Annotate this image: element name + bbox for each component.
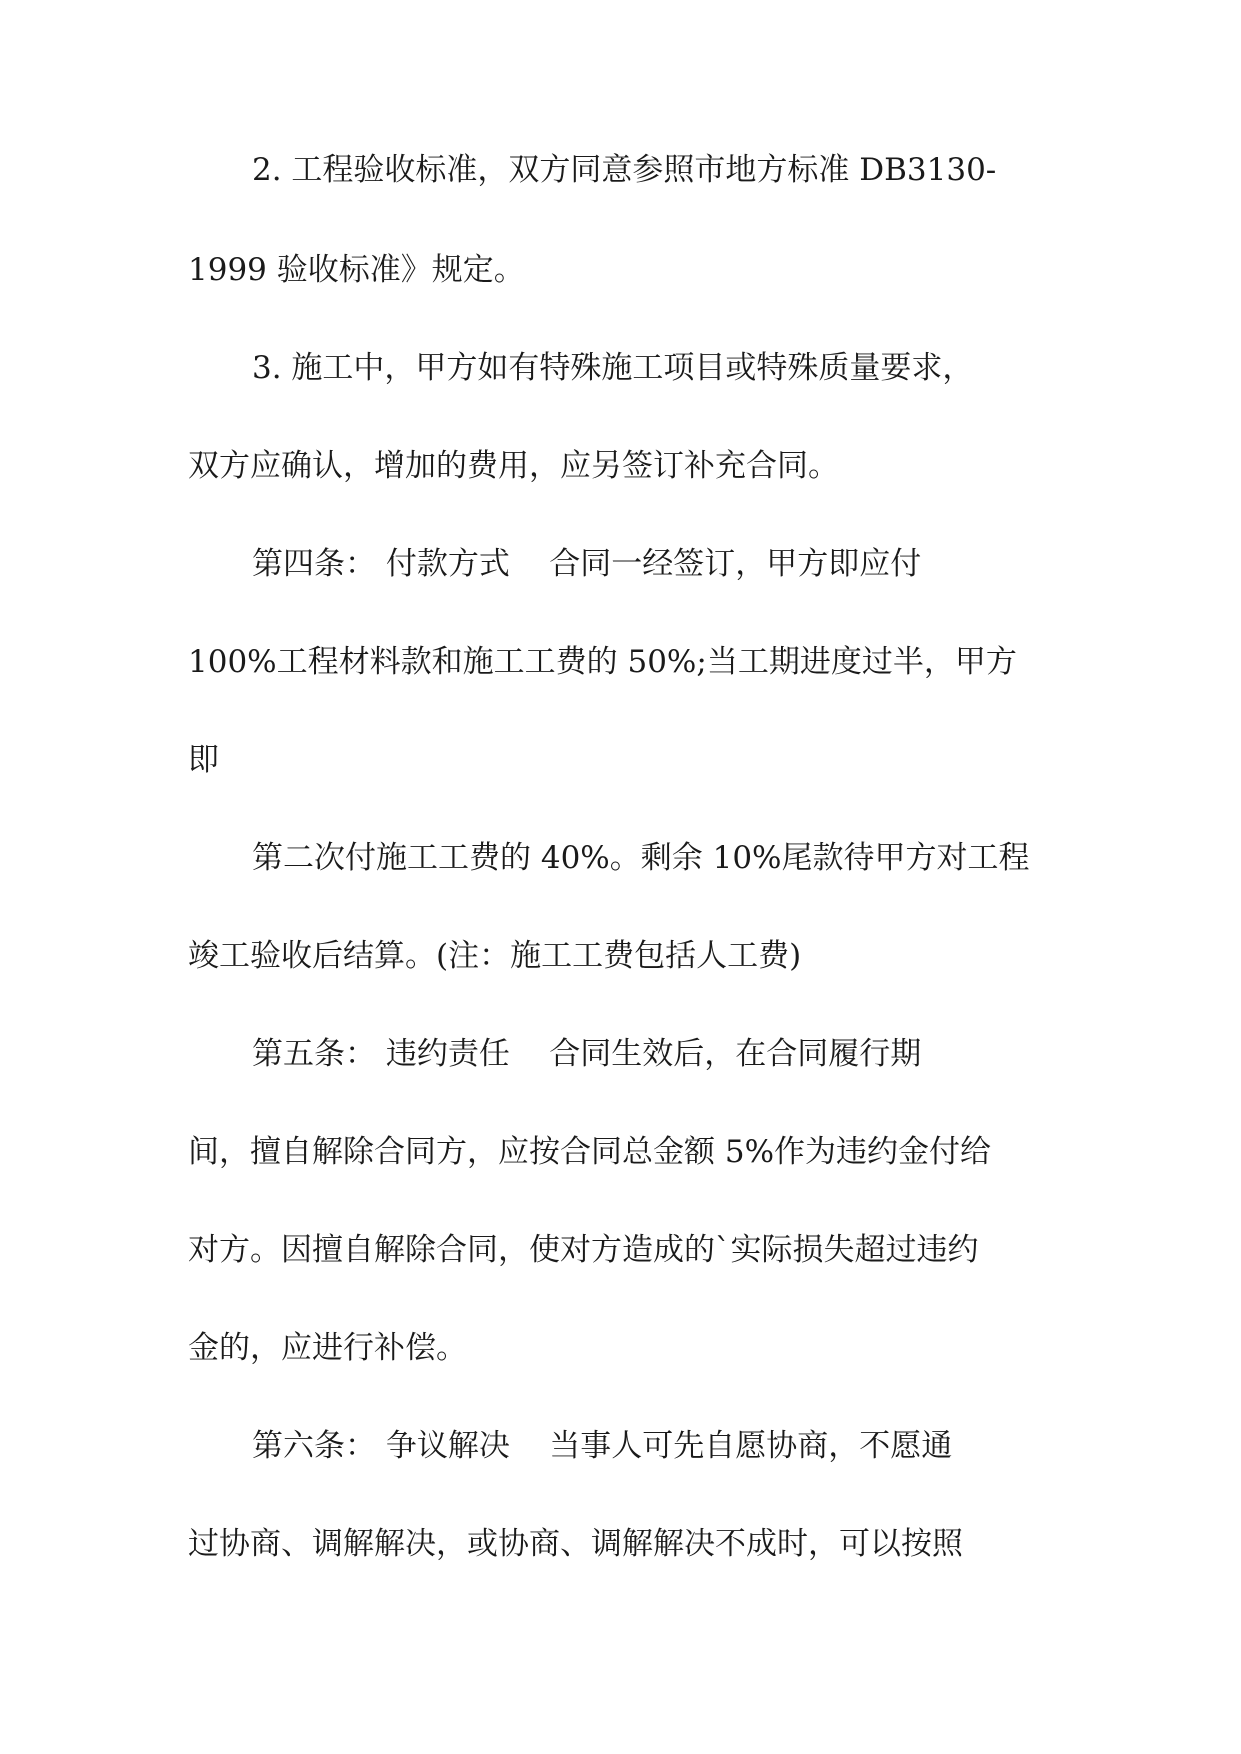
text-line: 对方。因擅自解除合同，使对方造成的`实际损失超过违约 — [188, 1232, 979, 1268]
text-line: 第二次付施工工费的 40%。剩余 10%尾款待甲方对工程 — [252, 840, 1030, 876]
text-line: 第六条： 争议解决 当事人可先自愿协商，不愿通 — [252, 1428, 953, 1464]
text-line: 双方应确认，增加的费用，应另签订补充合同。 — [188, 448, 839, 484]
text-line: 过协商、调解解决，或协商、调解解决不成时，可以按照 — [188, 1526, 963, 1562]
text-line: 3. 施工中，甲方如有特殊施工项目或特殊质量要求， — [252, 350, 974, 386]
text-line: 竣工验收后结算。(注：施工工费包括人工费) — [188, 938, 802, 974]
text-line: 即 — [188, 742, 219, 778]
text-line: 金的，应进行补偿。 — [188, 1330, 467, 1366]
text-line: 第四条： 付款方式 合同一经签订，甲方即应付 — [252, 546, 922, 582]
text-line: 间，擅自解除合同方，应按合同总金额 5%作为违约金付给 — [188, 1134, 992, 1170]
text-line: 1999 验收标准》规定。 — [188, 252, 525, 288]
text-line: 2. 工程验收标准，双方同意参照市地方标准 DB3130- — [252, 152, 997, 188]
text-line: 100%工程材料款和施工工费的 50%;当工期进度过半，甲方 — [188, 644, 1017, 680]
text-line: 第五条： 违约责任 合同生效后，在合同履行期 — [252, 1036, 922, 1072]
